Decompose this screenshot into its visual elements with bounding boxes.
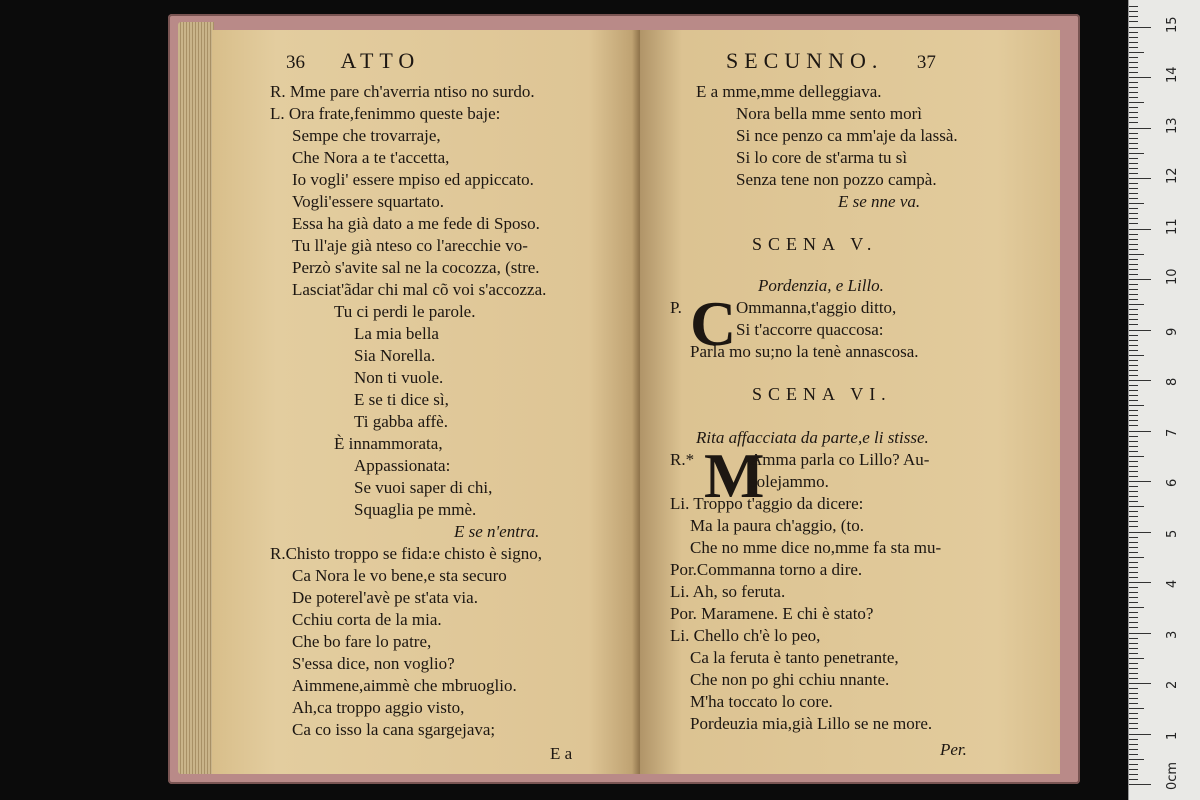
text-line: Ca la feruta è tanto penetrante, xyxy=(690,648,899,667)
ruler-tick xyxy=(1129,67,1138,68)
text-line: Che Nora a te t'accetta, xyxy=(292,148,450,167)
ruler-tick xyxy=(1129,304,1144,305)
ruler-tick xyxy=(1129,229,1151,230)
ruler-tick xyxy=(1129,784,1151,785)
scene-heading: SCENA V. xyxy=(752,234,878,254)
ruler-label: 11 xyxy=(1165,217,1180,235)
ruler-tick xyxy=(1129,102,1144,103)
right-page-number: 37 xyxy=(916,52,936,73)
text-line: Ah,ca troppo aggio visto, xyxy=(292,698,465,717)
catchword: E a xyxy=(550,744,573,763)
ruler-tick xyxy=(1129,658,1144,659)
text-line: Ommanna,t'aggio ditto, xyxy=(736,298,897,317)
ruler-tick xyxy=(1129,587,1138,588)
measurement-ruler xyxy=(1128,0,1200,800)
ruler-tick xyxy=(1129,511,1138,512)
ruler-tick xyxy=(1129,244,1138,245)
page-edges xyxy=(178,22,214,774)
ruler-tick xyxy=(1129,431,1151,432)
ruler-tick xyxy=(1129,340,1138,341)
ruler-tick xyxy=(1129,425,1138,426)
ruler-tick xyxy=(1129,415,1138,416)
ruler-tick xyxy=(1129,698,1138,699)
ruler-tick xyxy=(1129,668,1138,669)
ruler-tick xyxy=(1129,289,1138,290)
text-line: È innammorata, xyxy=(334,434,443,453)
ruler-label: 8 xyxy=(1165,377,1180,386)
ruler-tick xyxy=(1129,97,1138,98)
ruler-tick xyxy=(1129,319,1138,320)
ruler-tick xyxy=(1129,638,1138,639)
ruler-tick xyxy=(1129,567,1138,568)
ruler-tick xyxy=(1129,148,1138,149)
ruler-tick xyxy=(1129,11,1138,12)
text-line: Si lo core de st'arma tu sì xyxy=(736,148,908,167)
ruler-tick xyxy=(1129,16,1138,17)
text-line: Senza tene non pozzo campà. xyxy=(736,170,937,189)
ruler-tick xyxy=(1129,284,1138,285)
ruler-tick xyxy=(1129,582,1151,583)
ruler-tick xyxy=(1129,234,1138,235)
text-line: Che non po ghi cchiu nnante. xyxy=(690,670,890,689)
speaker-label: P. xyxy=(670,298,682,317)
ruler-tick xyxy=(1129,501,1138,502)
ruler-tick xyxy=(1129,87,1138,88)
ruler-tick xyxy=(1129,390,1138,391)
text-line: Parla mo su;no la tenè annascosa. xyxy=(690,342,919,361)
ruler-tick xyxy=(1129,471,1138,472)
right-page xyxy=(640,30,1060,774)
ruler-tick xyxy=(1129,734,1151,735)
ruler-tick xyxy=(1129,436,1138,437)
ruler-tick xyxy=(1129,173,1138,174)
ruler-label: 9 xyxy=(1165,327,1180,336)
ruler-tick xyxy=(1129,360,1138,361)
ruler-tick xyxy=(1129,188,1138,189)
text-line: Si t'accorre quaccosa: xyxy=(736,320,884,339)
ruler-tick xyxy=(1129,542,1138,543)
ruler-tick xyxy=(1129,324,1138,325)
ruler-tick xyxy=(1129,153,1144,154)
text-line: Appassionata: xyxy=(354,456,451,475)
ruler-tick xyxy=(1129,648,1138,649)
ruler-label: 12 xyxy=(1165,167,1180,184)
ruler-tick xyxy=(1129,506,1144,507)
ruler-tick xyxy=(1129,400,1138,401)
ruler-tick xyxy=(1129,143,1138,144)
stage-direction: E se n'entra. xyxy=(454,522,540,541)
ruler-tick xyxy=(1129,249,1138,250)
ruler-tick xyxy=(1129,345,1138,346)
ruler-tick xyxy=(1129,355,1144,356)
ruler-tick xyxy=(1129,718,1138,719)
ruler-tick xyxy=(1129,163,1138,164)
ruler-tick xyxy=(1129,122,1138,123)
ruler-tick xyxy=(1129,218,1138,219)
scene-characters: Pordenzia, e Lillo. xyxy=(758,276,884,295)
ruler-tick xyxy=(1129,728,1138,729)
ruler-tick xyxy=(1129,491,1138,492)
text-line: M'ha toccato lo core. xyxy=(690,692,833,711)
left-page xyxy=(212,30,640,774)
text-line: R. Mme pare ch'averria ntiso no surdo. xyxy=(270,82,535,101)
text-line: Vogli'essere squartato. xyxy=(292,192,444,211)
ruler-tick xyxy=(1129,557,1144,558)
text-line: Sempe che trovarraje, xyxy=(292,126,441,145)
ruler-tick xyxy=(1129,405,1144,406)
ruler-tick xyxy=(1129,688,1138,689)
text-line: La mia bella xyxy=(354,324,439,343)
ruler-label: 2 xyxy=(1165,680,1180,689)
ruler-tick xyxy=(1129,47,1138,48)
ruler-tick xyxy=(1129,678,1138,679)
ruler-tick xyxy=(1129,178,1151,179)
ruler-tick xyxy=(1129,82,1138,83)
ruler-tick xyxy=(1129,279,1151,280)
right-page-header xyxy=(726,48,936,74)
ruler-tick xyxy=(1129,552,1138,553)
ruler-label: 4 xyxy=(1165,579,1180,588)
text-line: Nora bella mme sento morì xyxy=(736,104,923,123)
ruler-tick xyxy=(1129,774,1138,775)
ruler-tick xyxy=(1129,764,1138,765)
ruler-tick xyxy=(1129,521,1138,522)
ruler-tick xyxy=(1129,461,1138,462)
ruler-label: 13 xyxy=(1165,116,1180,134)
ruler-tick xyxy=(1129,723,1138,724)
ruler-tick xyxy=(1129,653,1138,654)
ruler-tick xyxy=(1129,223,1138,224)
ruler-tick xyxy=(1129,294,1138,295)
ruler-tick xyxy=(1129,441,1138,442)
text-line: Io vogli' essere mpiso ed appiccato. xyxy=(292,170,534,189)
text-line: Lasciat'ãdar chi mal cõ voi s'accozza. xyxy=(292,280,547,299)
ruler-tick xyxy=(1129,254,1144,255)
ruler-tick xyxy=(1129,213,1138,214)
ruler-tick xyxy=(1129,486,1138,487)
ruler-tick xyxy=(1129,375,1138,376)
scene-characters: Rita affacciata da parte,e li stisse. xyxy=(696,428,929,447)
ruler-tick xyxy=(1129,420,1138,421)
ruler-tick xyxy=(1129,466,1138,467)
ruler-tick xyxy=(1129,547,1138,548)
ruler-tick xyxy=(1129,117,1138,118)
ruler-tick xyxy=(1129,314,1138,315)
ruler-tick xyxy=(1129,572,1138,573)
ruler-tick xyxy=(1129,481,1151,482)
text-line: Si nce penzo ca mm'aje da lassà. xyxy=(736,126,958,145)
ruler-label: 5 xyxy=(1165,529,1180,538)
text-line: Perzò s'avite sal ne la cocozza, (stre. xyxy=(292,258,540,277)
ruler-tick xyxy=(1129,309,1138,310)
ruler-tick xyxy=(1129,299,1138,300)
ruler-tick xyxy=(1129,703,1138,704)
ruler-tick xyxy=(1129,607,1144,608)
drop-cap: C xyxy=(690,288,737,359)
ruler-tick xyxy=(1129,683,1151,684)
ruler-tick xyxy=(1129,673,1138,674)
ruler-tick xyxy=(1129,663,1138,664)
speaker-label: R.* xyxy=(670,450,695,469)
ruler-tick xyxy=(1129,643,1138,644)
ruler-tick xyxy=(1129,158,1138,159)
drop-cap: M xyxy=(704,440,765,511)
ruler-tick xyxy=(1129,330,1151,331)
text-line: Cchiu corta de la mia. xyxy=(292,610,442,629)
text-line: Ma la paura ch'aggio, (to. xyxy=(690,516,864,535)
ruler-tick xyxy=(1129,749,1138,750)
text-line: Squaglia pe mmè. xyxy=(354,500,477,519)
ruler-tick xyxy=(1129,57,1138,58)
ruler-tick xyxy=(1129,370,1138,371)
text-line: Tu ll'aje già nteso co l'arecchie vo- xyxy=(292,236,528,255)
ruler-tick xyxy=(1129,133,1138,134)
ruler-tick xyxy=(1129,77,1151,78)
ruler-tick xyxy=(1129,239,1138,240)
text-line: Li. Troppo t'aggio da dicere: xyxy=(670,494,864,513)
text-line: Pordeuzia mia,già Lillo se ne more. xyxy=(690,714,933,733)
ruler-tick xyxy=(1129,713,1138,714)
ruler-label: 0cm xyxy=(1165,761,1180,790)
ruler-tick xyxy=(1129,6,1138,7)
ruler-tick xyxy=(1129,37,1138,38)
text-line: Por.Commanna torno a dire. xyxy=(670,560,863,579)
ruler-tick xyxy=(1129,779,1138,780)
ruler-tick xyxy=(1129,622,1138,623)
ruler-tick xyxy=(1129,537,1138,538)
ruler-tick xyxy=(1129,516,1138,517)
ruler-tick xyxy=(1129,203,1144,204)
ruler-tick xyxy=(1129,335,1138,336)
text-line: solejammo. xyxy=(750,472,829,491)
ruler-tick xyxy=(1129,62,1138,63)
scene-heading: SCENA VI. xyxy=(752,384,892,404)
ruler-tick xyxy=(1129,42,1138,43)
text-line: Ca Nora le vo bene,e sta securo xyxy=(292,566,507,585)
ruler-tick xyxy=(1129,633,1151,634)
left-page-header xyxy=(286,48,420,74)
ruler-tick xyxy=(1129,168,1138,169)
text-line: Ca co isso la cana sgargejava; xyxy=(292,720,496,739)
text-line: Por. Maramene. E chi è stato? xyxy=(670,604,874,623)
ruler-tick xyxy=(1129,274,1138,275)
ruler-tick xyxy=(1129,385,1138,386)
text-line: S'essa dice, non voglio? xyxy=(292,654,455,673)
ruler-tick xyxy=(1129,754,1138,755)
text-line: Tu ci perdi le parole. xyxy=(334,302,476,321)
ruler-tick xyxy=(1129,21,1138,22)
ruler-tick xyxy=(1129,395,1138,396)
ruler-tick xyxy=(1129,693,1138,694)
stage-direction: E se nne va. xyxy=(838,192,921,211)
ruler-tick xyxy=(1129,410,1138,411)
ruler-tick xyxy=(1129,112,1138,113)
ruler-tick xyxy=(1129,708,1144,709)
ruler-tick xyxy=(1129,627,1138,628)
text-line: Ti gabba affè. xyxy=(354,412,448,431)
ruler-label: 3 xyxy=(1165,630,1180,639)
ruler-tick xyxy=(1129,617,1138,618)
ruler-label: 1 xyxy=(1165,731,1180,740)
text-line: Non ti vuole. xyxy=(354,368,444,387)
ruler-tick xyxy=(1129,208,1138,209)
ruler-tick xyxy=(1129,602,1138,603)
text-line: R.Chisto troppo se fida:e chisto è signo, xyxy=(270,544,542,563)
ruler-tick xyxy=(1129,476,1138,477)
text-line: Li. Ah, so feruta. xyxy=(670,582,786,601)
ruler-tick xyxy=(1129,597,1138,598)
ruler-label: 6 xyxy=(1165,478,1180,487)
text-line: Se vuoi saper di chi, xyxy=(354,478,493,497)
ruler-tick xyxy=(1129,264,1138,265)
ruler-tick xyxy=(1129,27,1151,28)
ruler-tick xyxy=(1129,380,1151,381)
ruler-tick xyxy=(1129,744,1138,745)
text-line: Sia Norella. xyxy=(354,346,436,365)
left-page-number: 36 xyxy=(286,52,305,73)
ruler-tick xyxy=(1129,526,1138,527)
ruler-tick xyxy=(1129,32,1138,33)
text-line: Li. Chello ch'è lo peo, xyxy=(670,626,821,645)
left-running-head: ATTO xyxy=(340,48,421,73)
ruler-tick xyxy=(1129,198,1138,199)
ruler-tick xyxy=(1129,759,1144,760)
ruler-tick xyxy=(1129,72,1138,73)
text-line: L. Ora frate,fenimmo queste baje: xyxy=(270,104,501,123)
ruler-tick xyxy=(1129,592,1138,593)
ruler-tick xyxy=(1129,451,1138,452)
ruler-label: 14 xyxy=(1165,66,1180,83)
ruler-tick xyxy=(1129,350,1138,351)
ruler-tick xyxy=(1129,269,1138,270)
ruler-tick xyxy=(1129,532,1151,533)
ruler-tick xyxy=(1129,456,1144,457)
right-running-head: SECUNNO. xyxy=(726,48,884,73)
text-line: Che bo fare lo patre, xyxy=(292,632,432,651)
ruler-tick xyxy=(1129,769,1138,770)
text-line: Aimmene,aimmè che mbruoglio. xyxy=(292,676,517,695)
ruler-label: 15 xyxy=(1165,15,1180,33)
ruler-tick xyxy=(1129,107,1138,108)
ruler-tick xyxy=(1129,365,1138,366)
ruler-tick xyxy=(1129,259,1138,260)
text-line: Amma parla co Lillo? Au- xyxy=(750,450,930,469)
text-line: De poterel'avè pe st'ata via. xyxy=(292,588,478,607)
ruler-tick xyxy=(1129,128,1151,129)
ruler-label: 10 xyxy=(1165,268,1180,285)
ruler-tick xyxy=(1129,739,1138,740)
ruler-tick xyxy=(1129,193,1138,194)
ruler-tick xyxy=(1129,138,1138,139)
catchword: Per. xyxy=(940,740,967,759)
ruler-label: 7 xyxy=(1165,428,1180,437)
ruler-tick xyxy=(1129,52,1144,53)
text-line: Essa ha già dato a me fede di Sposo. xyxy=(292,214,540,233)
ruler-tick xyxy=(1129,612,1138,613)
text-line: Che no mme dice no,mme fa sta mu- xyxy=(690,538,942,557)
ruler-tick xyxy=(1129,496,1138,497)
ruler-tick xyxy=(1129,562,1138,563)
ruler-tick xyxy=(1129,183,1138,184)
text-line: E a mme,mme delleggiava. xyxy=(696,82,882,101)
ruler-tick xyxy=(1129,92,1138,93)
ruler-tick xyxy=(1129,577,1138,578)
text-line: E se ti dice sì, xyxy=(354,390,449,409)
ruler-tick xyxy=(1129,446,1138,447)
